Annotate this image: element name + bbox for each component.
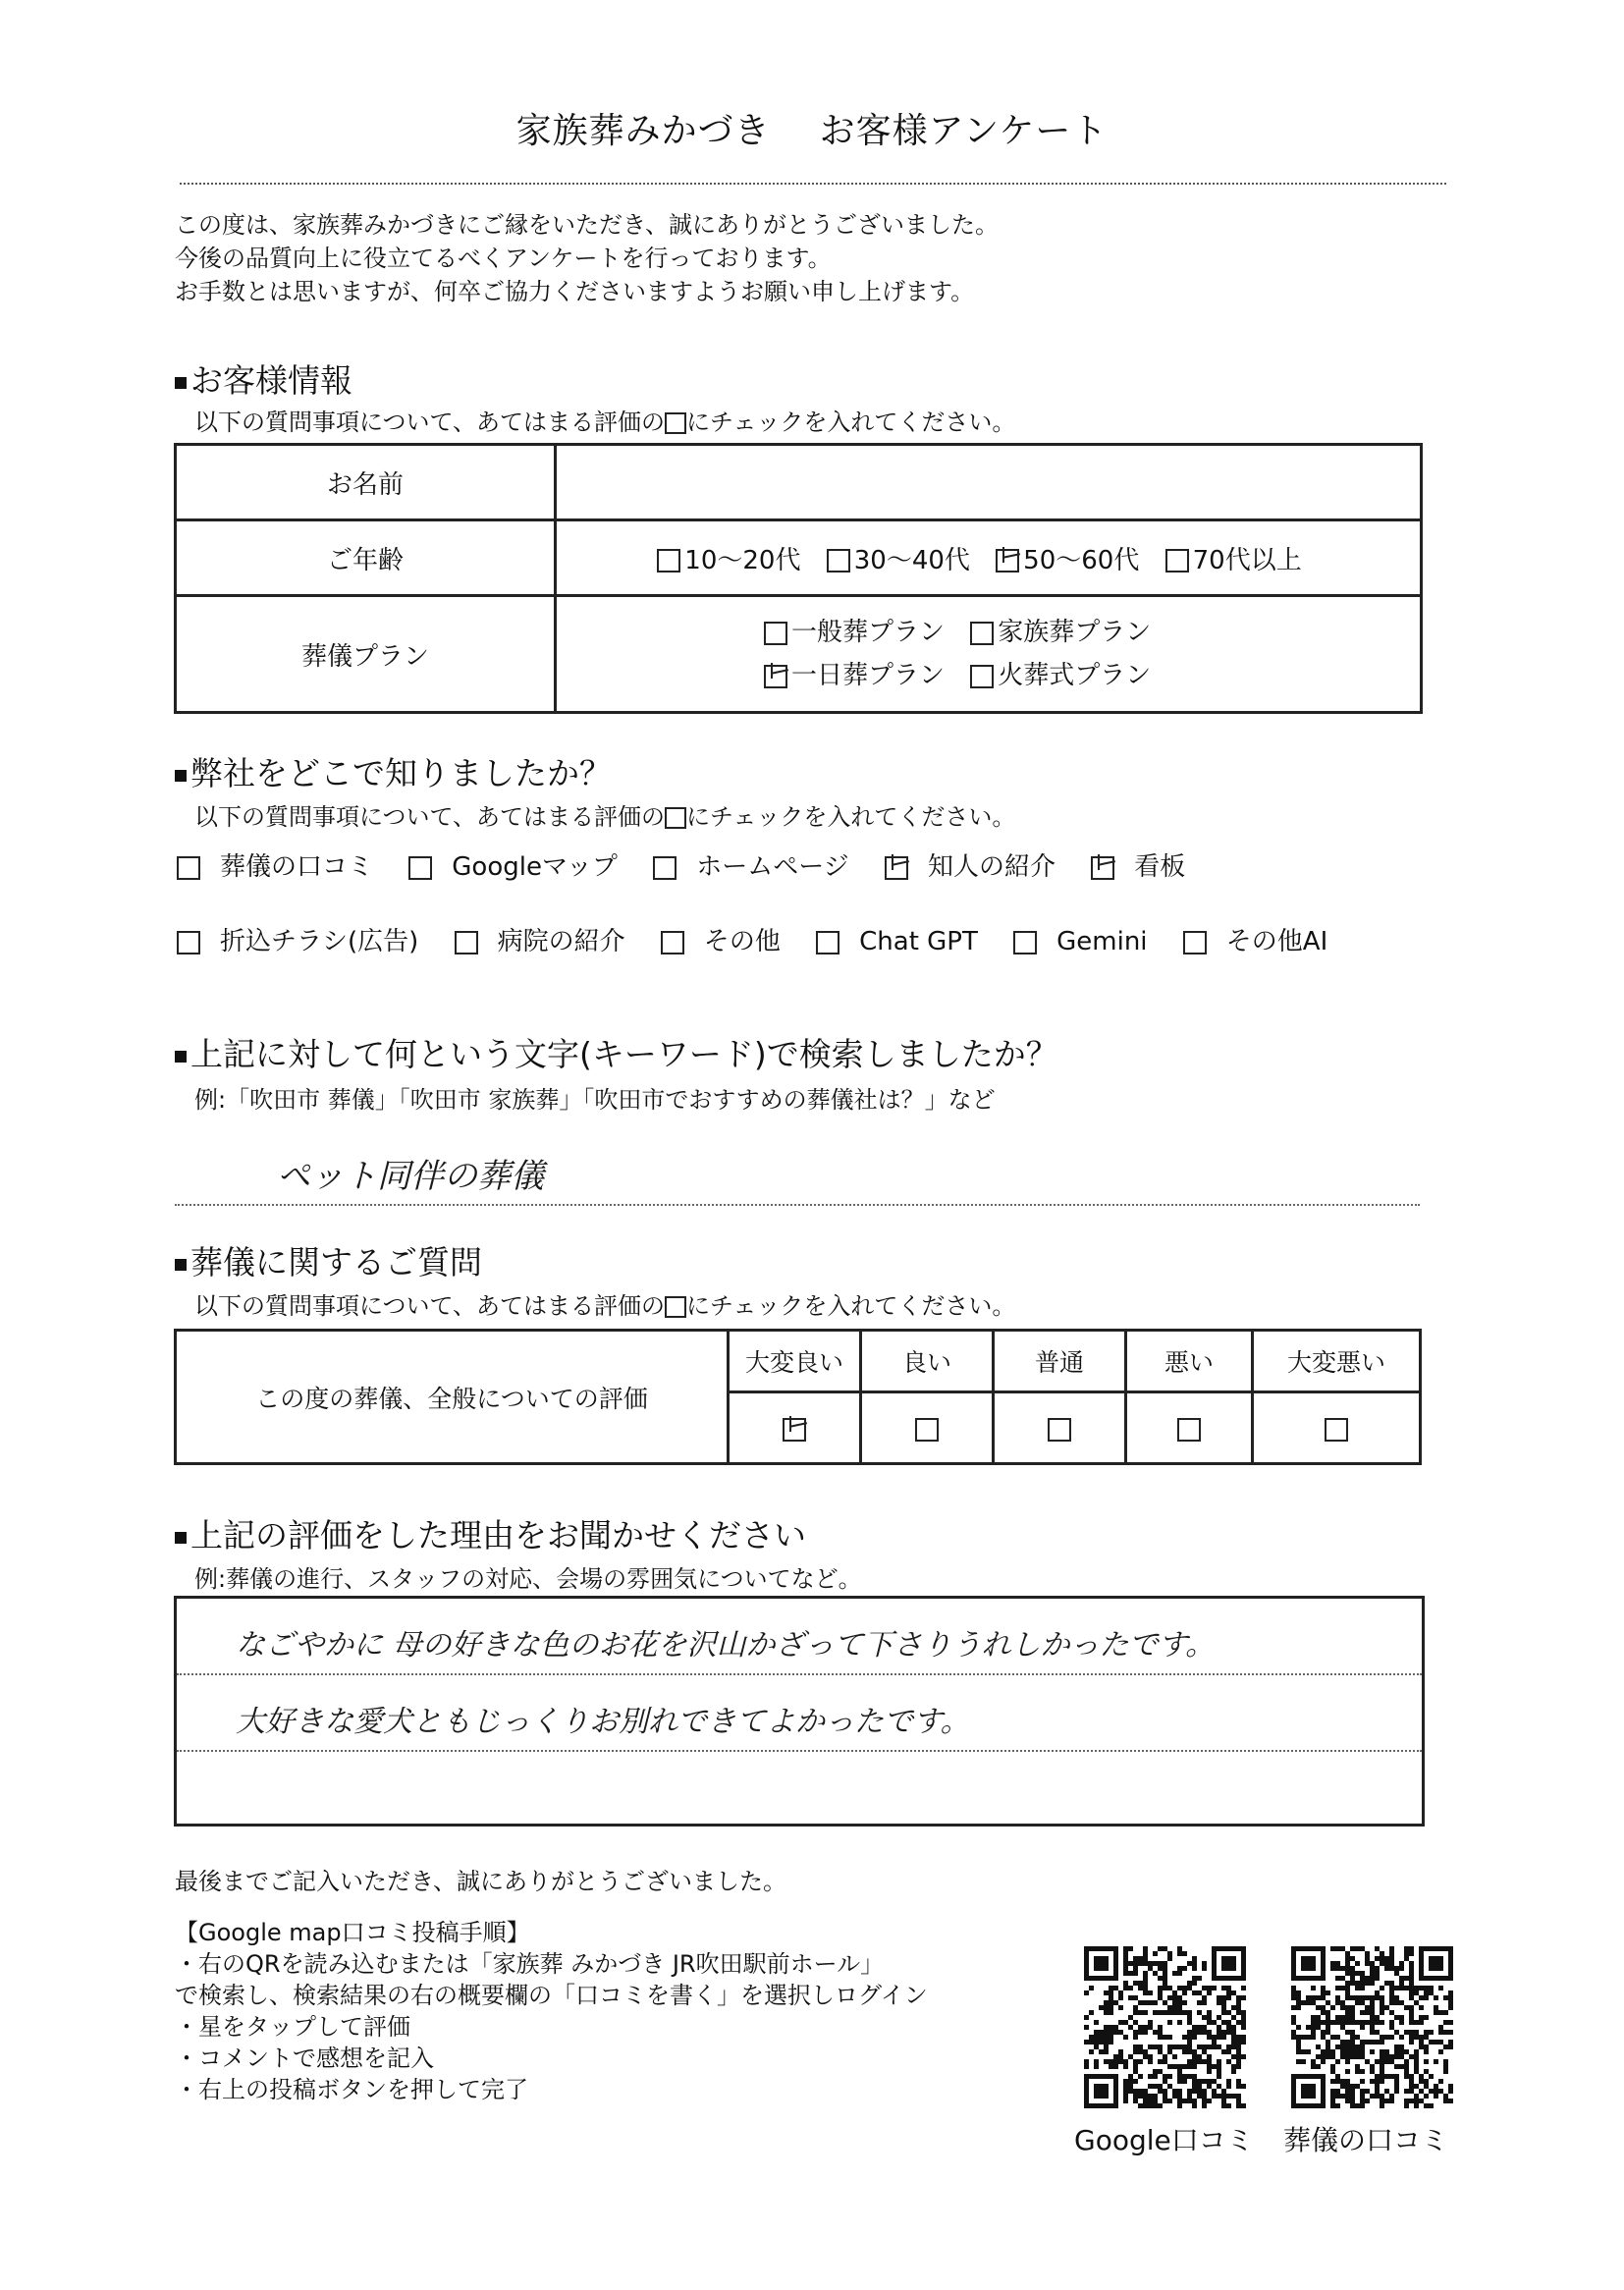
checkbox-checked[interactable] — [764, 665, 787, 688]
name-label: お名前 — [176, 445, 556, 520]
rating-question: この度の葬儀、全般についての評価 — [176, 1331, 729, 1464]
source-note: 以下の質問事項について、あてはまる評価の にチェックを入れてください。 — [194, 803, 1016, 831]
qr-code-google[interactable] — [1084, 1946, 1246, 2108]
plan-label: 葬儀プラン — [176, 596, 556, 713]
qr-code-funeral-review[interactable] — [1291, 1946, 1453, 2108]
age-option-70-plus[interactable]: 70代以上 — [1165, 540, 1302, 576]
keyword-example: 例:「吹田市 葬儀」「吹田市 家族葬」「吹田市でおすすめの葬儀社は？」など — [194, 1086, 996, 1114]
keyword-answer-line — [175, 1204, 1420, 1206]
checkbox[interactable] — [827, 549, 850, 572]
plan-option-general[interactable]: 一般葬プラン — [764, 611, 945, 654]
rating-table — [174, 1329, 1422, 1465]
checkbox[interactable] — [816, 931, 839, 954]
reason-line-1: なごやかに 母の好きな色のお花を沢山かざって下さりうれしかったです。 — [236, 1628, 1216, 1663]
title-sub: お客様アンケート — [819, 111, 1109, 151]
checkbox-icon — [665, 807, 686, 829]
checkbox[interactable] — [970, 622, 994, 645]
rating-cell-good[interactable] — [861, 1392, 994, 1464]
checkbox[interactable] — [177, 856, 200, 880]
keyword-answer[interactable]: ペット同伴の葬儀 — [277, 1157, 544, 1196]
source-row-1 — [177, 846, 1213, 883]
customer-note: 以下の質問事項について、あてはまる評価の にチェックを入れてください。 — [194, 409, 1016, 436]
rating-header: 大変悪い — [1253, 1331, 1421, 1392]
reason-answer-box[interactable] — [174, 1596, 1425, 1827]
section-heading-keyword: 上記に対して何という文字(キーワード)で検索しましたか？ — [175, 1029, 1058, 1075]
rating-header: 良い — [861, 1331, 994, 1392]
checkbox-checked[interactable] — [783, 1418, 806, 1442]
section-heading-funeral: 葬儀に関するご質問 — [175, 1237, 482, 1283]
reason-example: 例:葬儀の進行、スタッフの対応、会場の雰囲気についてなど。 — [194, 1565, 862, 1593]
guide-title: 【Google map口コミ投稿手順】 — [175, 1919, 530, 1946]
checkbox[interactable] — [1177, 1418, 1201, 1442]
checkbox[interactable] — [455, 931, 478, 954]
checkbox[interactable] — [764, 622, 787, 645]
plan-options — [556, 596, 1422, 713]
checkbox-icon — [665, 1296, 686, 1318]
checkbox[interactable] — [1013, 931, 1037, 954]
guide-step: で検索し、検索結果の右の概要欄の「口コミを書く」を選択しログイン — [175, 1982, 928, 2009]
checkbox[interactable] — [177, 931, 200, 954]
rating-cell-average[interactable] — [994, 1392, 1126, 1464]
checkbox-checked[interactable] — [885, 856, 908, 880]
reason-line-rule — [177, 1673, 1422, 1675]
checkbox[interactable] — [653, 856, 677, 880]
checkbox[interactable] — [1183, 931, 1207, 954]
plan-option-cremation[interactable]: 火葬式プラン — [970, 654, 1151, 697]
checkbox[interactable] — [1165, 549, 1189, 572]
qr-caption-google: Google口コミ — [1074, 2124, 1254, 2156]
guide-step: ・星をタップして評価 — [175, 2013, 410, 2041]
checkbox[interactable] — [1325, 1418, 1348, 1442]
source-option-other[interactable]: その他 — [661, 921, 781, 957]
rating-cell-very-good[interactable] — [729, 1392, 861, 1464]
source-option-gemini[interactable]: Gemini — [1013, 927, 1147, 956]
checkbox-checked[interactable] — [996, 549, 1019, 572]
source-option-chatgpt[interactable]: Chat GPT — [816, 927, 978, 956]
rating-header: 普通 — [994, 1331, 1126, 1392]
checkbox[interactable] — [408, 856, 432, 880]
title-main: 家族葬みかづき — [515, 111, 771, 151]
age-option-30-40[interactable]: 30～40代 — [827, 540, 970, 576]
age-option-10-20[interactable]: 10～20代 — [657, 540, 800, 576]
customer-info-table — [174, 443, 1423, 714]
source-row-2 — [177, 921, 1355, 957]
reason-line-rule — [177, 1750, 1422, 1752]
intro-line: この度は、家族葬みかづきにご縁をいただき、誠にありがとうございました。 — [175, 211, 1000, 239]
checkbox[interactable] — [657, 549, 680, 572]
section-heading-reason: 上記の評価をした理由をお聞かせください — [175, 1510, 806, 1556]
checkbox[interactable] — [970, 665, 994, 688]
section-heading-customer: お客様情報 — [175, 355, 352, 402]
intro-text — [175, 208, 999, 308]
qr-caption-funeral-review: 葬儀の口コミ — [1283, 2124, 1449, 2156]
age-options — [556, 520, 1422, 596]
checkbox-checked[interactable] — [1091, 856, 1114, 880]
rating-header: 悪い — [1126, 1331, 1253, 1392]
plan-option-oneday[interactable]: 一日葬プラン — [764, 654, 945, 697]
age-option-50-60[interactable]: 50～60代 — [996, 540, 1139, 576]
title-divider — [180, 183, 1446, 185]
reason-line-2: 大好きな愛犬ともじっくりお別れできてよかったです。 — [236, 1705, 970, 1739]
section-heading-source: 弊社をどこで知りましたか？ — [175, 748, 612, 794]
rating-cell-bad[interactable] — [1126, 1392, 1253, 1464]
checkbox[interactable] — [915, 1418, 939, 1442]
checkbox-icon — [665, 412, 686, 434]
source-option-other-ai[interactable]: その他AI — [1183, 921, 1327, 957]
source-option-signboard[interactable]: 看板 — [1091, 846, 1185, 883]
source-option-hospital[interactable]: 病院の紹介 — [455, 921, 625, 957]
source-option-homepage[interactable]: ホームページ — [653, 846, 848, 883]
source-option-googlemap[interactable]: Googleマップ — [408, 846, 618, 883]
source-option-review[interactable]: 葬儀の口コミ — [177, 846, 373, 883]
plan-option-family[interactable]: 家族葬プラン — [970, 611, 1151, 654]
name-field[interactable] — [556, 445, 1422, 520]
google-guide — [175, 1917, 928, 2105]
rating-header: 大変良い — [729, 1331, 861, 1392]
funeral-note: 以下の質問事項について、あてはまる評価の にチェックを入れてください。 — [194, 1292, 1016, 1320]
page-title — [0, 103, 1624, 153]
checkbox[interactable] — [661, 931, 684, 954]
age-label: ご年齢 — [176, 520, 556, 596]
guide-step: ・コメントで感想を記入 — [175, 2045, 434, 2072]
source-option-referral[interactable]: 知人の紹介 — [885, 846, 1056, 883]
checkbox[interactable] — [1048, 1418, 1071, 1442]
guide-step: ・右上の投稿ボタンを押して完了 — [175, 2076, 528, 2103]
rating-cell-very-bad[interactable] — [1253, 1392, 1421, 1464]
footer-thanks: 最後までご記入いただき、誠にありがとうございました。 — [175, 1868, 787, 1895]
source-option-flyer[interactable]: 折込チラシ(広告) — [177, 921, 418, 957]
intro-line: お手数とは思いますが、何卒ご協力くださいますようお願い申し上げます。 — [175, 278, 975, 305]
guide-step: ・右のQRを読み込むまたは「家族葬 みかづき JR吹田駅前ホール」 — [175, 1950, 885, 1978]
intro-line: 今後の品質向上に役立てるべくアンケートを行っております。 — [175, 245, 832, 272]
